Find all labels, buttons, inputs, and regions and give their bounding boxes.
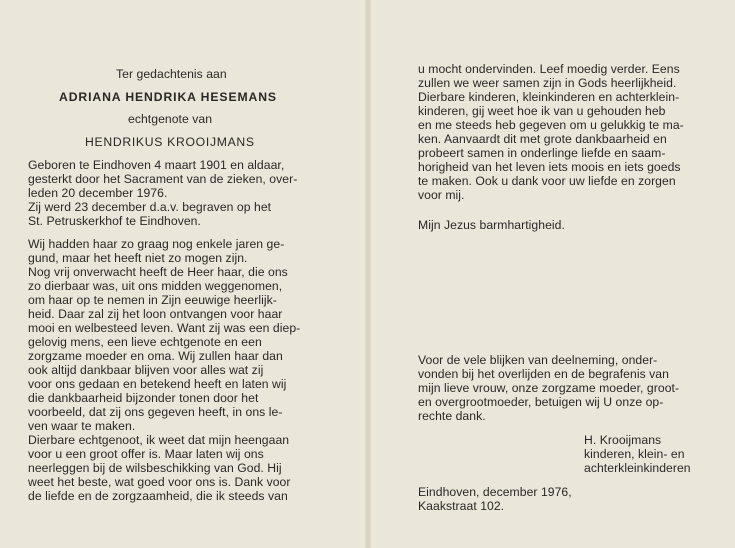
text-line: weet het beste, wat goed voor ons is. Dank voor bbox=[28, 475, 291, 489]
text-line: Nog vrij onverwacht heeft de Heer haar, die ons bbox=[28, 265, 288, 279]
signature-line: achterkleinkinderen bbox=[584, 461, 691, 475]
text-line: Dierbare kinderen, kleinkinderen en achterklein- bbox=[418, 90, 680, 104]
heading-spouse-intro: echtgenote van bbox=[128, 112, 213, 126]
thanks-line: mijn lieve vrouw, onze zorgzame moeder, groot- bbox=[418, 381, 680, 395]
text-line: voor u een groot offer is. Maar laten wij ons bbox=[28, 447, 264, 461]
thanks-line: en overgrootmoeder, betuigen wij U onze op- bbox=[418, 395, 664, 409]
text-line: zorgzame moeder en oma. Wij zullen haar dan bbox=[28, 349, 283, 363]
birth-line: gesterkt door het Sacrament van de zieken, over- bbox=[28, 172, 298, 186]
text-line: ven waar te maken. bbox=[28, 419, 136, 433]
text-line: voor mij. bbox=[418, 188, 465, 202]
text-line: Dierbare echtgenoot, ik weet dat mijn heengaan bbox=[28, 433, 290, 447]
signature-line: H. Krooijmans bbox=[584, 433, 662, 447]
text-line: voor ons gedaan en betekend heeft en laten wij bbox=[28, 377, 287, 391]
birth-line: Zij werd 23 december d.a.v. begraven op het bbox=[28, 200, 272, 214]
prayer-line: Mijn Jezus barmhartigheid. bbox=[418, 218, 565, 232]
text-line: zo dierbaar was, uit ons midden weggenomen, bbox=[28, 279, 283, 293]
text-line: horigheid van het leven iets moois en iets goeds bbox=[418, 160, 681, 174]
thanks-line: rechte dank. bbox=[418, 409, 486, 423]
address-line: Eindhoven, december 1976, bbox=[418, 485, 572, 499]
heading-intro: Ter gedachtenis aan bbox=[116, 67, 227, 81]
birth-line: St. Petruskerkhof te Eindhoven. bbox=[28, 214, 201, 228]
text-line: gelovig mens, een lieve echtgenote en een bbox=[28, 335, 262, 349]
text-line: kinderen, gij weet hoe ik van u gehouden heb bbox=[418, 104, 666, 118]
text-line: probeert samen in onderlinge liefde en saam- bbox=[418, 146, 666, 160]
birth-line: leden 20 december 1976. bbox=[28, 186, 168, 200]
text-line: voorbeeld, dat zij ons gegeven heeft, in ons le- bbox=[28, 405, 283, 419]
text-line: om haar op te nemen in Zijn eeuwige heerlijk- bbox=[28, 293, 277, 307]
text-line: ook altijd dankbaar blijven voor alles wat zij bbox=[28, 363, 264, 377]
right-page bbox=[371, 0, 735, 548]
address-line: Kaakstraat 102. bbox=[418, 499, 505, 513]
text-line: u mocht ondervinden. Leef moedig verder. Eens bbox=[418, 62, 680, 76]
text-line: mooi en welbesteed leven. Want zij was een diep- bbox=[28, 321, 301, 335]
text-line: de liefde en de zorgzaamheid, die ik steeds van bbox=[28, 489, 288, 503]
text-line: en me steeds heb gegeven om u gelukkig te ma- bbox=[418, 118, 684, 132]
text-line: neerleggen bij de wilsbeschikking van God. Hij bbox=[28, 461, 282, 475]
spouse-name: HENDRIKUS KROOIJMANS bbox=[85, 135, 255, 149]
birth-line: Geboren te Eindhoven 4 maart 1901 en aldaar, bbox=[28, 158, 285, 172]
text-line: Wij hadden haar zo graag nog enkele jaren ge- bbox=[28, 237, 285, 251]
text-line: heid. Daar zal zij het loon ontvangen voor haar bbox=[28, 307, 283, 321]
deceased-name: ADRIANA HENDRIKA HESEMANS bbox=[59, 90, 277, 104]
thanks-line: Voor de vele blijken van deelneming, onder- bbox=[418, 353, 658, 367]
text-line: ken. Aanvaardt dit met grote dankbaarheid en bbox=[418, 132, 667, 146]
text-line: te maken. Ook u dank voor uw liefde en zorgen bbox=[418, 174, 676, 188]
left-page bbox=[0, 0, 365, 548]
text-line: zullen we weer samen zijn in Gods heerlijkheid. bbox=[418, 76, 677, 90]
signature-line: kinderen, klein- en bbox=[584, 447, 685, 461]
text-line: die dankbaarheid bijzonder tonen door het bbox=[28, 391, 259, 405]
text-line: gund, maar het heeft niet zo mogen zijn. bbox=[28, 251, 248, 265]
thanks-line: vonden bij het overlijden en de begrafenis van bbox=[418, 367, 669, 381]
